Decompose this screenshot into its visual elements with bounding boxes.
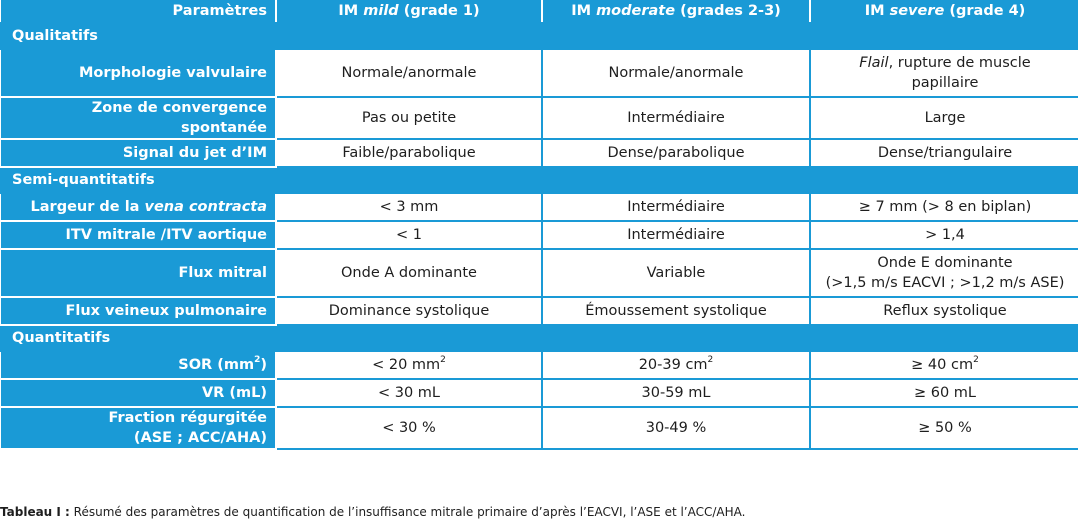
header-severe-suffix: (grade 4) bbox=[944, 3, 1026, 19]
cell-fraction-mild: < 30 % bbox=[276, 407, 542, 449]
header-mild-prefix: IM bbox=[338, 3, 364, 19]
param-label-morphologie: Morphologie valvulaire bbox=[1, 49, 276, 97]
param-label-fraction-line2: (ASE ; ACC/AHA) bbox=[133, 430, 267, 446]
table-row-flux-mitral bbox=[1, 249, 1078, 297]
param-label-flux-mitral: Flux mitral bbox=[1, 249, 276, 297]
table-row-zone bbox=[1, 97, 1078, 139]
header-severe-term: severe bbox=[889, 3, 945, 19]
cell-zone-moderate: Intermédiaire bbox=[542, 97, 810, 139]
cell-itv-mild: < 1 bbox=[276, 221, 542, 249]
param-label-flux-veineux: Flux veineux pulmonaire bbox=[1, 297, 276, 325]
param-label-vr: VR (mL) bbox=[1, 379, 276, 407]
cell-morphologie-severe-rest: , rupture de muscle bbox=[888, 55, 1031, 71]
cell-sor-mild-sup: 2 bbox=[440, 355, 446, 366]
cell-fraction-severe: ≥ 50 % bbox=[810, 407, 1078, 449]
header-moderate bbox=[542, 0, 810, 23]
cell-morphologie-severe-italic: Flail bbox=[859, 55, 889, 71]
cell-sor-severe-sup: 2 bbox=[973, 355, 979, 366]
cell-largeur-mild: < 3 mm bbox=[276, 193, 542, 221]
cell-flux-veineux-mild: Dominance systolique bbox=[276, 297, 542, 325]
section-row-qualitatifs bbox=[1, 23, 1078, 49]
param-label-largeur-italic: vena contracta bbox=[144, 199, 267, 215]
cell-sor-mild bbox=[276, 351, 542, 379]
table-row-signal bbox=[1, 139, 1078, 167]
caption-text: Résumé des paramètres de quantification de l’insuffisance mitrale primaire d’après l’EACVI, l’ASE et l’ACC/AHA. bbox=[69, 505, 746, 519]
cell-vr-mild: < 30 mL bbox=[276, 379, 542, 407]
header-severe bbox=[810, 0, 1078, 23]
table-row-itv bbox=[1, 221, 1078, 249]
param-label-sor bbox=[1, 351, 276, 379]
header-parametres: Paramètres bbox=[1, 0, 276, 23]
section-title-semi-quantitatifs: Semi-quantitatifs bbox=[1, 167, 1078, 193]
header-mild bbox=[276, 0, 542, 23]
cell-sor-moderate-text: 20-39 cm bbox=[638, 357, 708, 373]
cell-flux-mitral-moderate: Variable bbox=[542, 249, 810, 297]
table-row-vr bbox=[1, 379, 1078, 407]
param-label-sor-text: SOR (mm bbox=[178, 357, 255, 373]
table-row-morphologie bbox=[1, 49, 1078, 97]
param-label-signal: Signal du jet d’IM bbox=[1, 139, 276, 167]
param-label-itv: ITV mitrale /ITV aortique bbox=[1, 221, 276, 249]
cell-largeur-severe: ≥ 7 mm (> 8 en biplan) bbox=[810, 193, 1078, 221]
header-moderate-suffix: (grades 2-3) bbox=[675, 3, 781, 19]
section-title-qualitatifs: Qualitatifs bbox=[1, 23, 1078, 49]
cell-flux-mitral-mild: Onde A dominante bbox=[276, 249, 542, 297]
param-label-zone: Zone de convergence spontanée bbox=[1, 97, 276, 139]
header-severe-prefix: IM bbox=[864, 3, 890, 19]
param-label-fraction bbox=[1, 407, 276, 449]
section-title-quantitatifs: Quantitatifs bbox=[1, 325, 1078, 351]
cell-flux-veineux-moderate: Émoussement systolique bbox=[542, 297, 810, 325]
cell-flux-veineux-severe: Reflux systolique bbox=[810, 297, 1078, 325]
cell-sor-moderate bbox=[542, 351, 810, 379]
header-moderate-prefix: IM bbox=[571, 3, 597, 19]
param-label-fraction-line1: Fraction régurgitée bbox=[108, 410, 267, 426]
cell-signal-mild: Faible/parabolique bbox=[276, 139, 542, 167]
cell-flux-mitral-severe-line1: Onde E dominante bbox=[877, 255, 1013, 271]
cell-morphologie-moderate: Normale/anormale bbox=[542, 49, 810, 97]
table-row-fraction bbox=[1, 407, 1078, 449]
cell-signal-severe: Dense/triangulaire bbox=[810, 139, 1078, 167]
cell-morphologie-severe bbox=[810, 49, 1078, 97]
param-label-sor-end: ) bbox=[260, 357, 267, 373]
table-row-sor bbox=[1, 351, 1078, 379]
cell-morphologie-severe-line2: papillaire bbox=[911, 75, 979, 91]
cell-itv-severe: > 1,4 bbox=[810, 221, 1078, 249]
cell-sor-severe bbox=[810, 351, 1078, 379]
cell-flux-mitral-severe-line2: (>1,5 m/s EACVI ; >1,2 m/s ASE) bbox=[825, 275, 1065, 291]
cell-vr-moderate: 30-59 mL bbox=[542, 379, 810, 407]
cell-itv-moderate: Intermédiaire bbox=[542, 221, 810, 249]
cell-sor-severe-text: ≥ 40 cm bbox=[911, 357, 974, 373]
header-moderate-term: moderate bbox=[596, 3, 676, 19]
cell-vr-severe: ≥ 60 mL bbox=[810, 379, 1078, 407]
cell-sor-mild-text: < 20 mm bbox=[372, 357, 441, 373]
cell-sor-moderate-sup: 2 bbox=[707, 355, 714, 366]
cell-zone-mild: Pas ou petite bbox=[276, 97, 542, 139]
param-label-largeur bbox=[1, 193, 276, 221]
table-header-row bbox=[1, 0, 1078, 23]
cell-zone-severe: Large bbox=[810, 97, 1078, 139]
cell-signal-moderate: Dense/parabolique bbox=[542, 139, 810, 167]
cell-largeur-moderate: Intermédiaire bbox=[542, 193, 810, 221]
table-row-flux-veineux bbox=[1, 297, 1078, 325]
cell-flux-mitral-severe bbox=[810, 249, 1078, 297]
section-row-quantitatifs bbox=[1, 325, 1078, 351]
param-label-sor-sup: 2 bbox=[254, 355, 261, 366]
table-caption bbox=[0, 505, 745, 519]
caption-label: Tableau I : bbox=[0, 505, 70, 519]
table-row-largeur bbox=[1, 193, 1078, 221]
cell-fraction-moderate: 30-49 % bbox=[542, 407, 810, 449]
section-row-semi-quantitatifs bbox=[1, 167, 1078, 193]
header-mild-suffix: (grade 1) bbox=[398, 3, 480, 19]
cell-morphologie-severe-line1 bbox=[817, 53, 1073, 73]
param-label-largeur-prefix: Largeur de la bbox=[30, 199, 145, 215]
cell-morphologie-mild: Normale/anormale bbox=[276, 49, 542, 97]
header-mild-term: mild bbox=[363, 3, 399, 19]
